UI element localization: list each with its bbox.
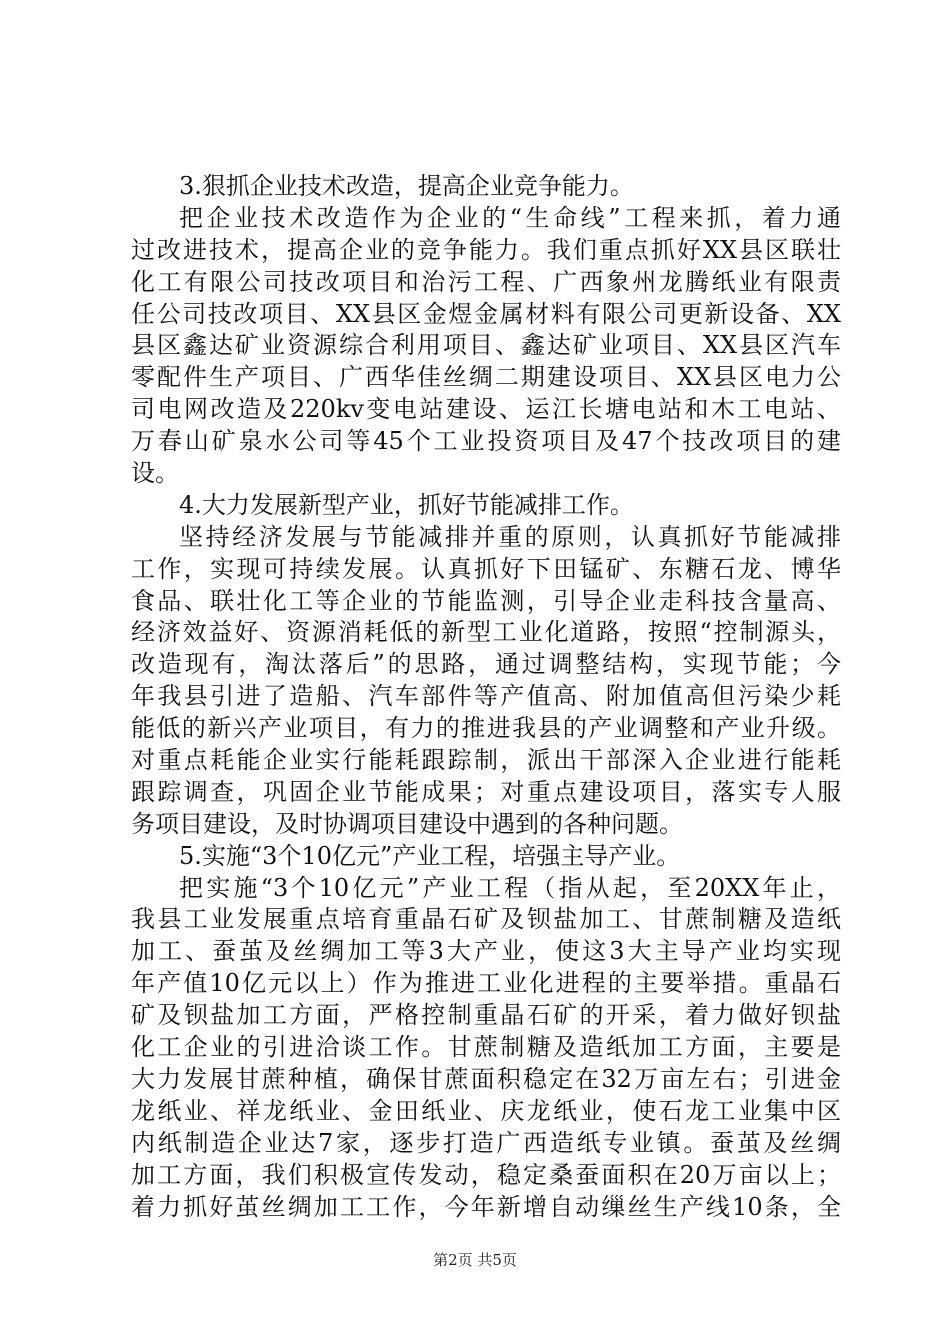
document-line: 加工、蚕茧及丝绸加工等3大产业，使这3大主导产业均实现: [131, 937, 841, 966]
document-line: 3.狠抓企业技术改造，提高企业竞争能力。: [179, 172, 634, 200]
document-line: 县区鑫达矿业资源综合利用项目、鑫达矿业项目、XX县区汽车: [131, 331, 841, 360]
document-line: 任公司技改项目、XX县区金煜金属材料有限公司更新设备、XX: [131, 299, 841, 328]
document-line: 我县工业发展重点培育重晶石矿及钡盐加工、甘蔗制糖及造纸: [131, 905, 841, 934]
document-line: 对重点耗能企业实行能耗跟踪制，派出干部深入企业进行能耗: [131, 746, 841, 775]
document-line: 化工有限公司技改项目和治污工程、广西象州龙腾纸业有限责: [131, 267, 841, 296]
document-line: 务项目建设，及时协调项目建设中遇到的各种问题。: [131, 809, 683, 838]
document-line: 经济效益好、资源消耗低的新型工业化道路，按照“控制源头，: [131, 618, 841, 647]
document-line: 化工企业的引进洽谈工作。甘蔗制糖及造纸加工方面，主要是: [131, 1033, 841, 1062]
page-number-footer: 第2页 共5页: [433, 1251, 517, 1269]
document-body: [131, 171, 841, 1223]
document-line: 坚持经济发展与节能减排并重的原则，认真抓好节能减排: [179, 522, 841, 551]
document-line: 过改进技术，提高企业的竞争能力。我们重点抓好XX县区联壮: [131, 235, 841, 264]
document-line: 司电网改造及220kv变电站建设、运江长塘电站和木工电站、: [131, 395, 841, 424]
document-line: 设。: [131, 459, 179, 488]
document-line: 改造现有，淘汰落后”的思路，通过调整结构，实现节能；今: [131, 650, 841, 679]
document-line: 工作，实现可持续发展。认真抓好下田锰矿、东糖石龙、博华: [131, 554, 841, 583]
document-line: 矿及钡盐加工方面，严格控制重晶石矿的开采，着力做好钡盐: [131, 1001, 841, 1030]
document-line: 年我县引进了造船、汽车部件等产值高、附加值高但污染少耗: [131, 682, 841, 711]
document-line: 龙纸业、祥龙纸业、金田纸业、庆龙纸业，使石龙工业集中区: [131, 1096, 841, 1125]
document-line: 大力发展甘蔗种植，确保甘蔗面积稳定在32万亩左右；引进金: [131, 1064, 841, 1093]
document-line: 5.实施“3个10亿元”产业工程，培强主导产业。: [179, 841, 681, 870]
document-line: 内纸制造企业达7家，逐步打造广西造纸专业镇。蚕茧及丝绸: [131, 1128, 841, 1157]
document-line: 把企业技术改造作为企业的“生命线”工程来抓，着力通: [179, 203, 841, 232]
document-line: 年产值10亿元以上）作为推进工业化进程的主要举措。重晶石: [131, 969, 841, 998]
document-line: 加工方面，我们积极宣传发动，稳定桑蚕面积在20万亩以上；: [131, 1160, 841, 1189]
document-line: 4.大力发展新型产业，抓好节能减排工作。: [179, 490, 634, 519]
document-line: 跟踪调查，巩固企业节能成果；对重点建设项目，落实专人服: [131, 777, 841, 806]
document-line: 能低的新兴产业项目，有力的推进我县的产业调整和产业升级。: [131, 714, 841, 743]
document-line: 零配件生产项目、广西华佳丝绸二期建设项目、XX县区电力公: [131, 363, 841, 392]
document-line: 食品、联壮化工等企业的节能监测，引导企业走科技含量高、: [131, 586, 841, 615]
document-line: 万春山矿泉水公司等45个工业投资项目及47个技改项目的建: [131, 427, 841, 456]
document-line: 把实施“3个10亿元”产业工程（指从起，至20XX年止，: [179, 873, 841, 902]
document-line: 着力抓好茧丝绸加工工作，今年新增自动缫丝生产线10条，全: [131, 1192, 841, 1221]
